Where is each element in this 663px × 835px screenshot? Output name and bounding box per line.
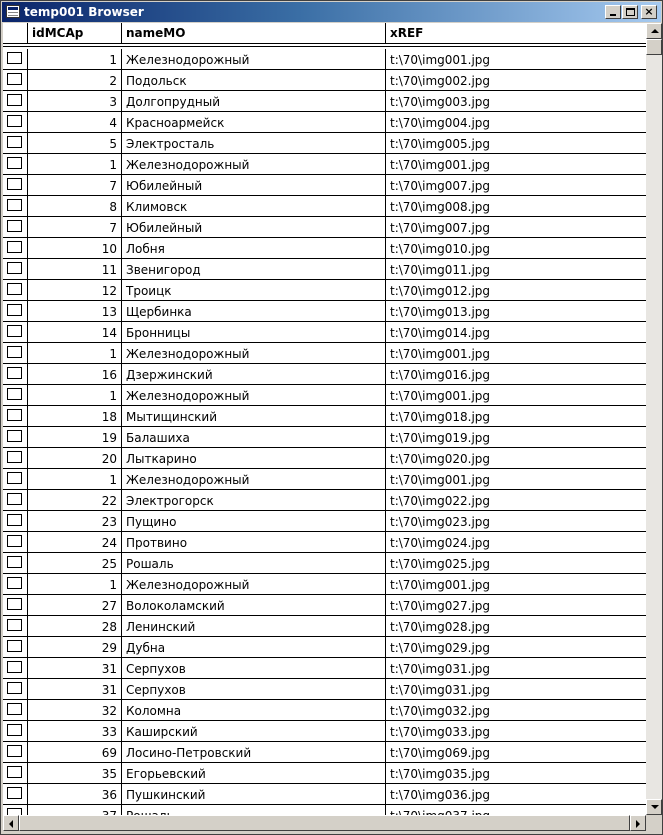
cell-xref[interactable]: t:\70\img031.jpg (390, 662, 491, 676)
row-selector[interactable] (3, 784, 28, 804)
cell-namemo[interactable]: Щербинка (122, 301, 386, 321)
table-row[interactable] (3, 238, 646, 259)
cell-namemo[interactable]: Серпухов (122, 658, 386, 678)
row-selector[interactable] (3, 616, 28, 636)
table-row[interactable] (3, 70, 646, 91)
table-row[interactable] (3, 574, 646, 595)
row-selector[interactable] (3, 91, 28, 111)
table-row[interactable] (3, 784, 646, 805)
cell-namemo[interactable]: Железнодорожный (122, 49, 386, 69)
close-icon: × (644, 5, 654, 18)
row-selector-box[interactable] (7, 640, 22, 652)
row-selector[interactable] (3, 217, 28, 237)
cell-namemo[interactable]: Железнодорожный (122, 469, 386, 489)
row-selector-box[interactable] (7, 94, 22, 106)
cell-idmcap[interactable]: 22 (28, 490, 122, 510)
cell-xref[interactable]: t:\70\img036.jpg (390, 788, 491, 802)
row-selector-box[interactable] (7, 241, 22, 253)
table-row[interactable] (3, 175, 646, 196)
row-selector[interactable] (3, 658, 28, 678)
row-selector[interactable] (3, 637, 28, 657)
row-selector[interactable] (3, 70, 28, 90)
row-selector[interactable] (3, 448, 28, 468)
cell-namemo[interactable]: Мытищинский (122, 406, 386, 426)
row-selector-box[interactable] (7, 52, 22, 64)
cell-namemo[interactable]: Электросталь (122, 133, 386, 153)
cell-namemo[interactable]: Пушкинский (122, 784, 386, 804)
table-row[interactable] (3, 133, 646, 154)
cell-namemo[interactable]: Серпухов (122, 679, 386, 699)
row-selector[interactable] (3, 133, 28, 153)
cell-xref[interactable]: t:\70\img020.jpg (390, 452, 491, 466)
cell-idmcap[interactable]: 5 (28, 133, 122, 153)
cell-idmcap[interactable]: 32 (28, 700, 122, 720)
cell-namemo[interactable]: Железнодорожный (122, 574, 386, 594)
cell-idmcap[interactable]: 16 (28, 364, 122, 384)
scroll-right-button[interactable] (630, 815, 646, 831)
header-divider (3, 44, 646, 47)
row-selector[interactable] (3, 553, 28, 573)
cell-namemo[interactable]: Егорьевский (122, 763, 386, 783)
row-selector-box[interactable] (7, 409, 22, 421)
column-header-namemo[interactable]: nameMO (122, 23, 386, 43)
row-selector[interactable] (3, 574, 28, 594)
cell-namemo[interactable]: Бронницы (122, 322, 386, 342)
cell-idmcap[interactable]: 4 (28, 112, 122, 132)
row-selector[interactable] (3, 154, 28, 174)
maximize-button[interactable] (622, 5, 638, 19)
maximize-icon (626, 8, 635, 16)
table-row[interactable] (3, 112, 646, 133)
cell-xref[interactable]: t:\70\img003.jpg (390, 95, 491, 109)
cell-namemo[interactable]: Лобня (122, 238, 386, 258)
row-selector[interactable] (3, 469, 28, 489)
row-selector[interactable] (3, 301, 28, 321)
cell-namemo[interactable]: Рошаль (122, 553, 386, 573)
cell-idmcap[interactable]: 20 (28, 448, 122, 468)
cell-idmcap[interactable]: 1 (28, 343, 122, 363)
cell-idmcap[interactable]: 7 (28, 175, 122, 195)
cell-idmcap[interactable]: 23 (28, 511, 122, 531)
cell-namemo[interactable]: Железнодорожный (122, 343, 386, 363)
row-selector[interactable] (3, 511, 28, 531)
cell-namemo[interactable]: Балашиха (122, 427, 386, 447)
cell-namemo[interactable]: Каширский (122, 721, 386, 741)
cell-xref[interactable]: t:\70\img002.jpg (390, 74, 491, 88)
table-row[interactable] (3, 763, 646, 784)
table-row[interactable] (3, 658, 646, 679)
cell-idmcap[interactable]: 25 (28, 553, 122, 573)
table-row[interactable] (3, 364, 646, 385)
cell-xref[interactable]: t:\70\img001.jpg (390, 158, 491, 172)
table-row[interactable] (3, 595, 646, 616)
row-selector-box[interactable] (7, 262, 22, 274)
grid-header (3, 23, 646, 44)
cell-xref[interactable]: t:\70\img010.jpg (390, 242, 491, 256)
cell-namemo[interactable]: Лосино-Петровский (122, 742, 386, 762)
cell-idmcap[interactable]: 18 (28, 406, 122, 426)
row-selector-box[interactable] (7, 430, 22, 442)
table-row[interactable] (3, 91, 646, 112)
row-selector-box[interactable] (7, 325, 22, 337)
cell-idmcap[interactable]: 33 (28, 721, 122, 741)
cell-xref[interactable]: t:\70\img001.jpg (390, 53, 491, 67)
cell-xref[interactable]: t:\70\img016.jpg (390, 368, 491, 382)
row-selector[interactable] (3, 322, 28, 342)
row-selector-box[interactable] (7, 73, 22, 85)
cell-idmcap[interactable]: 1 (28, 49, 122, 69)
cell-xref[interactable]: t:\70\img005.jpg (390, 137, 491, 151)
cell-idmcap[interactable]: 1 (28, 154, 122, 174)
arrow-down-icon (651, 805, 659, 809)
header-selector-cell (3, 23, 28, 43)
cell-idmcap[interactable]: 36 (28, 784, 122, 804)
column-header-xref[interactable]: xREF (390, 26, 424, 40)
cell-namemo[interactable]: Красноармейск (122, 112, 386, 132)
scrollbar-corner (646, 815, 662, 831)
cell-xref[interactable]: t:\70\img022.jpg (390, 494, 491, 508)
close-button[interactable] (641, 5, 657, 19)
row-selector[interactable] (3, 385, 28, 405)
row-selector-box[interactable] (7, 346, 22, 358)
row-selector[interactable] (3, 49, 28, 69)
cell-idmcap[interactable]: 31 (28, 679, 122, 699)
scroll-left-button[interactable] (3, 815, 19, 831)
table-row[interactable] (3, 385, 646, 406)
table-row[interactable] (3, 259, 646, 280)
arrow-left-icon (9, 820, 13, 828)
cell-namemo[interactable]: Протвино (122, 532, 386, 552)
vertical-scroll-thumb[interactable] (646, 39, 662, 55)
cell-namemo[interactable]: Железнодорожный (122, 154, 386, 174)
cell-namemo[interactable]: Ленинский (122, 616, 386, 636)
cell-namemo[interactable]: Волоколамский (122, 595, 386, 615)
arrow-right-icon (636, 820, 640, 828)
row-selector[interactable] (3, 700, 28, 720)
cell-namemo[interactable]: Юбилейный (122, 217, 386, 237)
row-selector[interactable] (3, 763, 28, 783)
vertical-scrollbar[interactable] (646, 23, 662, 815)
row-selector-box[interactable] (7, 514, 22, 526)
row-selector-box[interactable] (7, 682, 22, 694)
row-selector-box[interactable] (7, 535, 22, 547)
cell-xref[interactable]: t:\70\img001.jpg (390, 578, 491, 592)
row-selector[interactable] (3, 532, 28, 552)
row-selector-box[interactable] (7, 157, 22, 169)
cell-namemo[interactable]: Климовск (122, 196, 386, 216)
row-selector-box[interactable] (7, 136, 22, 148)
cell-idmcap[interactable]: 19 (28, 427, 122, 447)
cell-namemo[interactable]: Электрогорск (122, 490, 386, 510)
horizontal-scrollbar[interactable] (3, 815, 646, 831)
row-selector[interactable] (3, 175, 28, 195)
row-selector[interactable] (3, 364, 28, 384)
cell-namemo[interactable]: Коломна (122, 700, 386, 720)
table-row[interactable] (3, 217, 646, 238)
cell-idmcap[interactable]: 13 (28, 301, 122, 321)
row-selector[interactable] (3, 259, 28, 279)
cell-namemo[interactable]: Троицк (122, 280, 386, 300)
horizontal-scroll-thumb[interactable] (19, 815, 630, 831)
cell-xref[interactable]: t:\70\img012.jpg (390, 284, 491, 298)
cell-idmcap[interactable]: 11 (28, 259, 122, 279)
cell-namemo[interactable]: Подольск (122, 70, 386, 90)
table-row[interactable] (3, 469, 646, 490)
row-selector-box[interactable] (7, 598, 22, 610)
table-row[interactable] (3, 343, 646, 364)
table-row[interactable] (3, 700, 646, 721)
cell-xref[interactable]: t:\70\img028.jpg (390, 620, 491, 634)
cell-idmcap[interactable]: 1 (28, 469, 122, 489)
row-selector-box[interactable] (7, 451, 22, 463)
cell-idmcap[interactable]: 12 (28, 280, 122, 300)
cell-idmcap[interactable]: 24 (28, 532, 122, 552)
table-row[interactable] (3, 490, 646, 511)
cell-xref[interactable]: t:\70\img013.jpg (390, 305, 491, 319)
cell-idmcap[interactable]: 7 (28, 217, 122, 237)
cell-namemo[interactable]: Железнодорожный (122, 385, 386, 405)
row-selector-box[interactable] (7, 367, 22, 379)
row-selector-box[interactable] (7, 661, 22, 673)
cell-idmcap[interactable]: 27 (28, 595, 122, 615)
data-grid[interactable] (3, 23, 646, 815)
row-selector-box[interactable] (7, 199, 22, 211)
cell-xref[interactable]: t:\70\img007.jpg (390, 221, 491, 235)
cell-xref[interactable]: t:\70\img027.jpg (390, 599, 491, 613)
table-row[interactable] (3, 721, 646, 742)
table-row[interactable] (3, 742, 646, 763)
row-selector[interactable] (3, 721, 28, 741)
row-selector-box[interactable] (7, 745, 22, 757)
row-selector-box[interactable] (7, 619, 22, 631)
arrow-up-icon (651, 29, 659, 33)
window-title: temp001 Browser (24, 5, 144, 19)
row-selector-box[interactable] (7, 178, 22, 190)
table-row[interactable] (3, 196, 646, 217)
row-selector[interactable] (3, 427, 28, 447)
cell-xref[interactable]: t:\70\img069.jpg (390, 746, 491, 760)
table-row[interactable] (3, 616, 646, 637)
row-selector-box[interactable] (7, 724, 22, 736)
table-row[interactable] (3, 427, 646, 448)
cell-xref[interactable]: t:\70\img008.jpg (390, 200, 491, 214)
cell-xref[interactable]: t:\70\img001.jpg (390, 473, 491, 487)
row-selector-box[interactable] (7, 493, 22, 505)
cell-xref[interactable]: t:\70\img035.jpg (390, 767, 491, 781)
scroll-down-button[interactable] (646, 799, 662, 815)
cell-namemo[interactable]: Пущино (122, 511, 386, 531)
minimize-icon (610, 14, 616, 16)
table-row[interactable] (3, 49, 646, 70)
row-selector[interactable] (3, 406, 28, 426)
table-row[interactable] (3, 280, 646, 301)
row-selector[interactable] (3, 238, 28, 258)
cell-idmcap[interactable]: 1 (28, 574, 122, 594)
row-selector[interactable] (3, 742, 28, 762)
cell-idmcap[interactable]: 8 (28, 196, 122, 216)
table-row[interactable] (3, 406, 646, 427)
table-row[interactable] (3, 553, 646, 574)
cell-xref[interactable]: t:\70\img032.jpg (390, 704, 491, 718)
row-selector-box[interactable] (7, 115, 22, 127)
cell-xref[interactable]: t:\70\img007.jpg (390, 179, 491, 193)
scroll-up-button[interactable] (646, 23, 662, 39)
cell-xref[interactable]: t:\70\img024.jpg (390, 536, 491, 550)
table-row[interactable] (3, 637, 646, 658)
table-row[interactable] (3, 154, 646, 175)
cell-idmcap[interactable]: 69 (28, 742, 122, 762)
cell-idmcap[interactable]: 10 (28, 238, 122, 258)
cell-xref[interactable]: t:\70\img018.jpg (390, 410, 491, 424)
table-row[interactable] (3, 679, 646, 700)
cell-xref[interactable]: t:\70\img033.jpg (390, 725, 491, 739)
cell-idmcap[interactable]: 14 (28, 322, 122, 342)
cell-idmcap[interactable]: 2 (28, 70, 122, 90)
column-header-idmcap[interactable]: idMCAp (28, 23, 122, 43)
row-selector-box[interactable] (7, 787, 22, 799)
row-selector[interactable] (3, 595, 28, 615)
row-selector-box[interactable] (7, 766, 22, 778)
row-selector[interactable] (3, 679, 28, 699)
cell-xref[interactable]: t:\70\img025.jpg (390, 557, 491, 571)
cell-namemo[interactable]: Лыткарино (122, 448, 386, 468)
table-icon (6, 5, 20, 18)
cell-xref[interactable]: t:\70\img011.jpg (390, 263, 491, 277)
cell-xref[interactable]: t:\70\img014.jpg (390, 326, 491, 340)
row-selector[interactable] (3, 280, 28, 300)
cell-idmcap[interactable]: 3 (28, 91, 122, 111)
cell-idmcap[interactable]: 28 (28, 616, 122, 636)
title-bar[interactable] (2, 2, 661, 22)
table-row[interactable] (3, 532, 646, 553)
table-row[interactable] (3, 511, 646, 532)
cell-xref[interactable]: t:\70\img001.jpg (390, 389, 491, 403)
cell-xref[interactable]: t:\70\img029.jpg (390, 641, 491, 655)
table-row[interactable] (3, 448, 646, 469)
cell-idmcap[interactable]: 1 (28, 385, 122, 405)
row-selector-box[interactable] (7, 472, 22, 484)
row-selector[interactable] (3, 343, 28, 363)
table-row[interactable] (3, 301, 646, 322)
cell-idmcap[interactable]: 35 (28, 763, 122, 783)
row-selector[interactable] (3, 490, 28, 510)
cell-idmcap[interactable]: 29 (28, 637, 122, 657)
cell-namemo[interactable]: Юбилейный (122, 175, 386, 195)
cell-namemo[interactable]: Звенигород (122, 259, 386, 279)
cell-xref[interactable]: t:\70\img004.jpg (390, 116, 491, 130)
row-selector-box[interactable] (7, 304, 22, 316)
cell-namemo[interactable]: Дзержинский (122, 364, 386, 384)
row-selector-box[interactable] (7, 283, 22, 295)
table-row[interactable] (3, 322, 646, 343)
row-selector[interactable] (3, 196, 28, 216)
row-selector-box[interactable] (7, 556, 22, 568)
cell-namemo[interactable]: Долгопрудный (122, 91, 386, 111)
row-selector-box[interactable] (7, 220, 22, 232)
cell-xref[interactable]: t:\70\img019.jpg (390, 431, 491, 445)
cell-idmcap[interactable]: 31 (28, 658, 122, 678)
minimize-button[interactable] (605, 5, 621, 19)
cell-xref[interactable]: t:\70\img023.jpg (390, 515, 491, 529)
grid-rows (3, 49, 646, 826)
cell-xref[interactable]: t:\70\img001.jpg (390, 347, 491, 361)
row-selector-box[interactable] (7, 703, 22, 715)
row-selector[interactable] (3, 112, 28, 132)
row-selector-box[interactable] (7, 388, 22, 400)
row-selector-box[interactable] (7, 577, 22, 589)
cell-namemo[interactable]: Дубна (122, 637, 386, 657)
cell-xref[interactable]: t:\70\img031.jpg (390, 683, 491, 697)
